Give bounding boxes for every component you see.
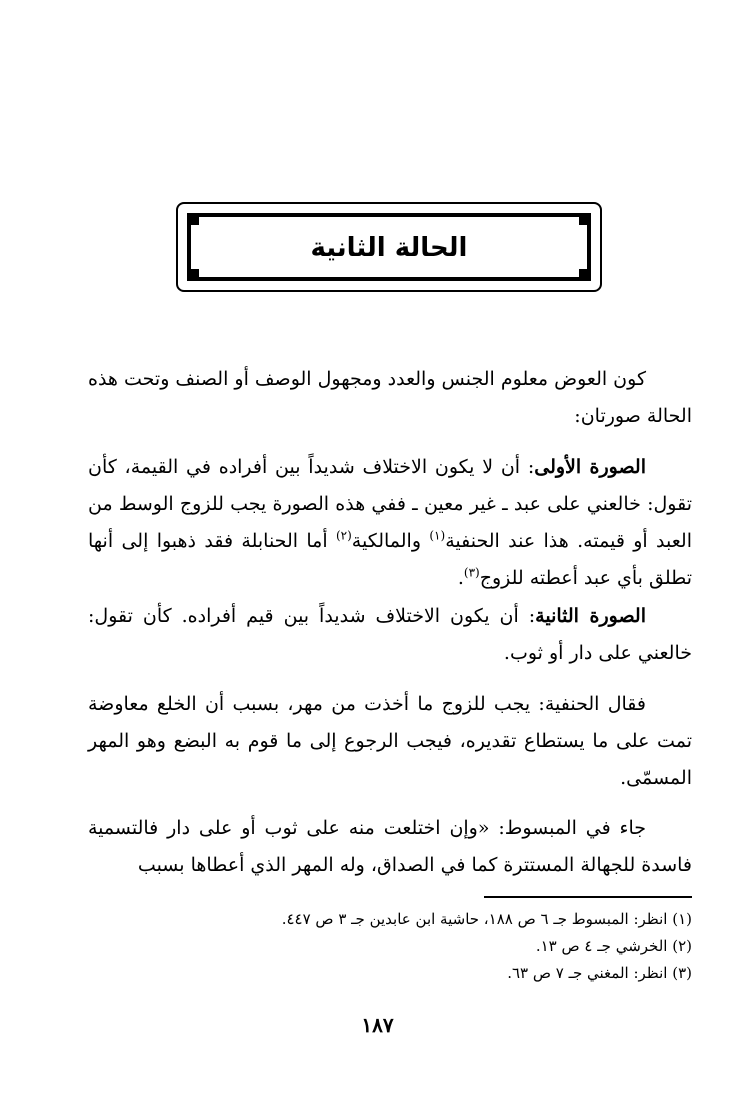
footnote-ref-1[interactable]: (١) xyxy=(429,528,446,543)
paragraph-mabsut: جاء في المبسوط: «وإن اختلعت منه على ثوب أو على دار فالتسمية فاسدة للجهالة المستترة كما في الصداق، وله المهر الذي أعطاها بسبب xyxy=(88,817,692,876)
footnote-3: (٣) انظر: المغني جـ ٧ ص ٦٣. xyxy=(507,964,692,982)
paragraph-intro: كون العوض معلوم الجنس والعدد ومجهول الوصف أو الصنف وتحت هذه الحالة صورتان: xyxy=(88,368,692,427)
title-frame xyxy=(176,202,602,292)
first-form-label: الصورة الأولى xyxy=(534,456,647,478)
paragraph-second-form: الصورة الثانية: أن يكون الاختلاف شديداً بين قيم أفراده. كأن تقول: خالعني على دار أو ثوب. xyxy=(88,605,692,664)
footnote-2: (٢) الخرشي جـ ٤ ص ١٣. xyxy=(535,937,692,955)
footnote-ref-3[interactable]: (٣) xyxy=(463,565,480,580)
second-form-label: الصورة الثانية xyxy=(535,605,646,627)
paragraph-first-form: الصورة الأولى: أن لا يكون الاختلاف شديداً بين أفراده في القيمة، كأن تقول: خالعني على عبد ـ غير معين ـ ففي هذه الصورة يجب للزوج الوسط من العبد أو قيمته. هذا عند الحنفية$^{(١)}$ والمالكية$^{(٢)}$ أما الحنابلة فقد ذهبوا إلى أنها تطلق بأي عبد أعطته للزوج$^{(٣)}$. xyxy=(88,456,692,589)
corner-ornament xyxy=(191,269,199,277)
corner-ornament xyxy=(579,217,587,225)
corner-ornament xyxy=(191,217,199,225)
section-title: الحالة الثانية xyxy=(310,233,468,263)
footnote-1: (١) انظر: المبسوط جـ ٦ ص ١٨٨، حاشية ابن عابدين جـ ٣ ص ٤٤٧. xyxy=(281,910,692,928)
title-inner-border xyxy=(187,213,591,281)
footnote-separator xyxy=(484,896,692,898)
footnotes xyxy=(100,906,692,987)
corner-ornament xyxy=(579,269,587,277)
page-number: ١٨٧ xyxy=(361,1013,394,1037)
footnote-ref-2[interactable]: (٢) xyxy=(335,528,352,543)
paragraph-hanafi: فقال الحنفية: يجب للزوج ما أخذت من مهر، بسبب أن الخلع معاوضة تمت على ما يستطاع تقديره، فيجب الرجوع إلى ما قوم به البضع وهو المهر المسمّى. xyxy=(88,693,692,789)
